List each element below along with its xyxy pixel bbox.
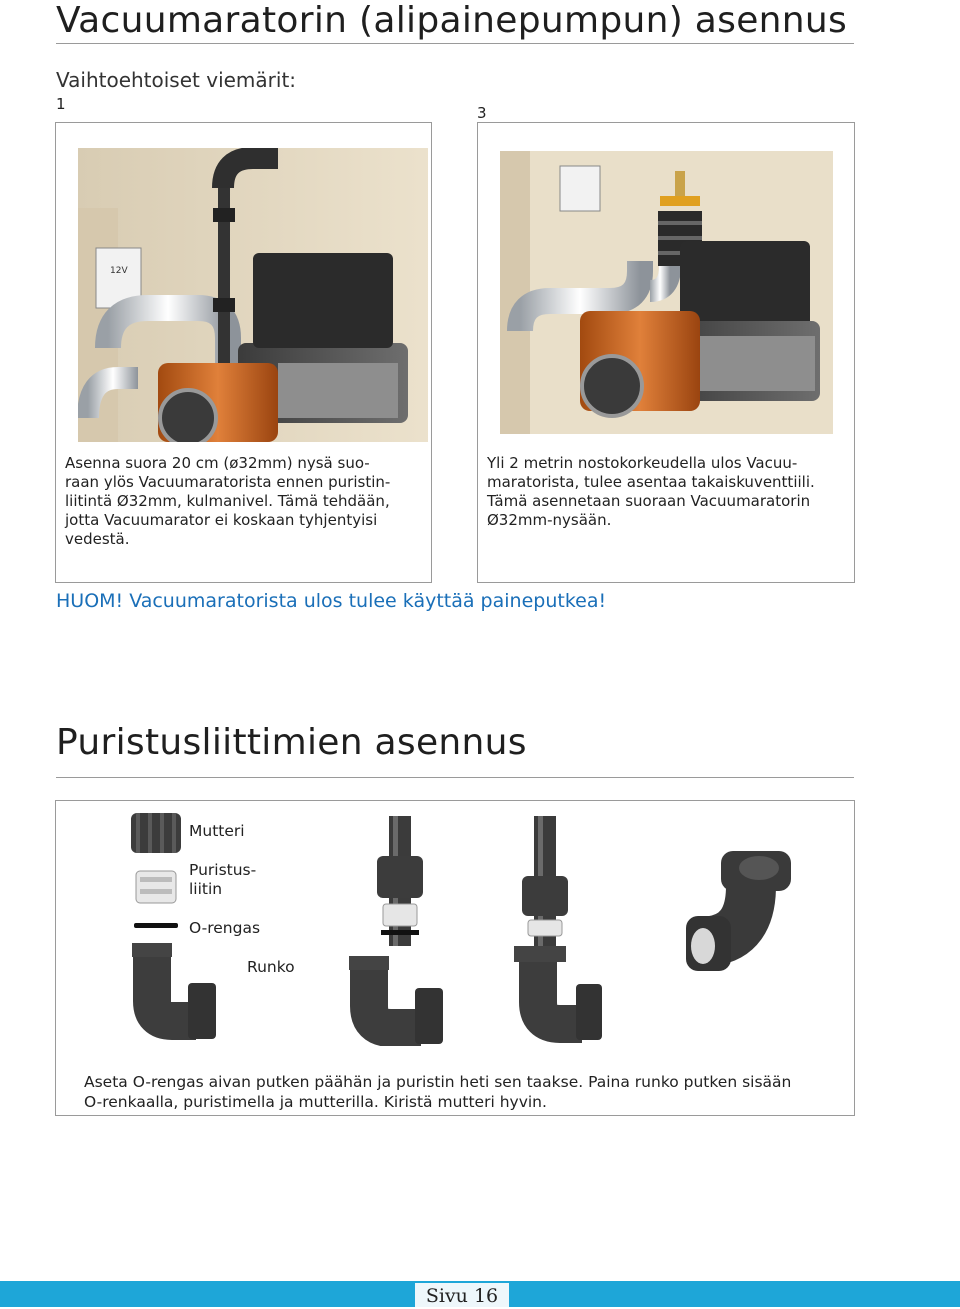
fitting-assembly-step-2 [341,816,461,1046]
label-compression-line1: Puristus- [189,861,257,879]
fittings-rule [56,777,854,778]
option-1-line: Asenna suora 20 cm (ø32mm) nysä suo- [65,454,370,472]
label-nut: Mutteri [189,822,245,840]
option-1-line: jotta Vacuumarator ei koskaan tyhjentyisi [65,511,378,529]
pump-illustration-option-1 [78,148,428,442]
label-body: Runko [247,958,295,976]
fitting-finished-elbow [681,846,811,986]
option-1-line: vedestä. [65,530,130,548]
title-rule [56,43,854,44]
fittings-heading: Puristusliittimien asennus [56,722,527,763]
label-compression-line2: liitin [189,880,223,898]
option-3-box [477,122,855,583]
option-3-line: Tämä asennetaan suoraan Vacuumaratorin [487,492,811,510]
fittings-caption [84,1072,854,1112]
pump-illustration-option-3 [500,151,833,434]
option-1-line: raan ylös Vacuumaratorista ennen puristin- [65,473,391,491]
option-3-number: 3 [477,104,487,122]
option-1-line: liitintä Ø32mm, kulmanivel. Tämä tehdään, [65,492,390,510]
fittings-caption-line: Aseta O-rengas aivan putken päähän ja puristin heti sen taakse. Paina runko putken sisään [84,1073,792,1091]
option-3-line: Yli 2 metrin nostokorkeudella ulos Vacuu- [487,454,798,472]
label-12v: 12V [110,266,128,276]
option-1-box [55,122,432,583]
fittings-box [55,800,855,1116]
option-1-number: 1 [56,95,66,113]
option-3-caption [487,454,849,530]
label-oring: O-rengas [189,919,261,937]
option-3-line: Ø32mm-nysään. [487,511,612,529]
pressure-pipe-warning: HUOM! Vacuumaratorista ulos tulee käyttää paineputkea! [56,590,607,612]
elbow-body-icon [132,943,216,1039]
alt-drains-heading: Vaihtoehtoiset viemärit: [56,68,297,92]
fitting-assembly-step-3 [486,816,606,1046]
nut-part-icon [131,813,181,853]
page-number: Sivu 16 [415,1283,509,1307]
o-ring-icon [134,923,178,928]
option-3-line: maratorista, tulee asentaa takaiskuventtiili. [487,473,815,491]
option-1-caption [65,454,427,549]
fittings-caption-line: O-renkaalla, puristimella ja mutterilla. Kiristä mutteri hyvin. [84,1093,547,1111]
compression-ring-icon [136,871,176,903]
page-title: Vacuumaratorin (alipainepumpun) asennus [56,0,848,41]
